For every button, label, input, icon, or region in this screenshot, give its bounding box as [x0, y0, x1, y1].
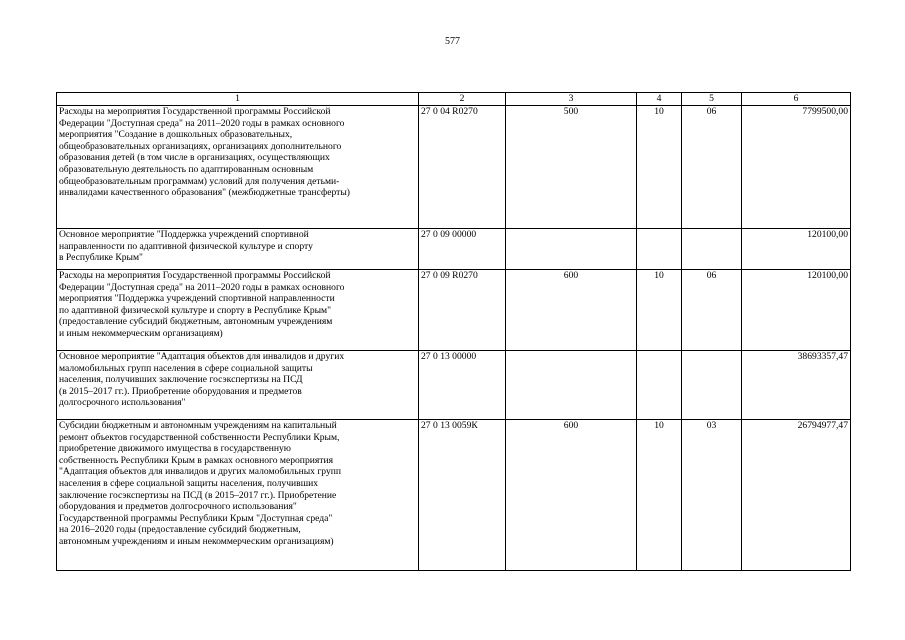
row-code: 27 0 13 00000 — [419, 351, 506, 420]
row-code: 27 0 09 R0270 — [419, 270, 506, 351]
row-code: 27 0 04 R0270 — [419, 106, 506, 229]
row-description: Расходы на мероприятия Государственной программы Российской Федерации "Доступная среда" на 2011–2020 годы в рамках основного мероприятия "Создание в дошкольных образовательных, общеобразовательных организациях, организациях дополнительного образования детей (в том числе в организациях, осуществляющих образовательную деятельность по адаптированным основным общеобразовательным программам) условий для получения детьми- инвалидами качественного образования" (межбюджетные трансферты) — [57, 106, 419, 229]
row-col3: 600 — [506, 270, 637, 351]
column-header-1: 1 — [57, 93, 419, 106]
table-row — [57, 229, 851, 270]
row-amount: 26794977,47 — [742, 420, 851, 571]
row-description: Основное мероприятие "Адаптация объектов для инвалидов и других маломобильных групп населения в сфере социальной защиты населения, получивших заключение госэкспертизы на ПСД (в 2015–2017 гг.). Приобретение оборудования и предметов долгосрочного использования" — [57, 351, 419, 420]
table-row — [57, 351, 851, 420]
row-col4: 10 — [637, 106, 682, 229]
page-number: 577 — [445, 36, 460, 47]
table-row — [57, 106, 851, 229]
row-amount: 7799500,00 — [742, 106, 851, 229]
row-col5: 03 — [682, 420, 742, 571]
row-amount: 38693357,47 — [742, 351, 851, 420]
budget-table — [56, 92, 851, 571]
row-col4: 10 — [637, 270, 682, 351]
column-header-2: 2 — [419, 93, 506, 106]
column-header-3: 3 — [506, 93, 637, 106]
column-header-6: 6 — [742, 93, 851, 106]
row-col4 — [637, 351, 682, 420]
row-amount: 120100,00 — [742, 270, 851, 351]
table-row — [57, 420, 851, 571]
row-code: 27 0 09 00000 — [419, 229, 506, 270]
row-col5: 06 — [682, 106, 742, 229]
row-col5 — [682, 229, 742, 270]
row-col3 — [506, 229, 637, 270]
row-col3: 600 — [506, 420, 637, 571]
row-code: 27 0 13 0059К — [419, 420, 506, 571]
column-header-4: 4 — [637, 93, 682, 106]
row-col5 — [682, 351, 742, 420]
row-col5: 06 — [682, 270, 742, 351]
row-col3: 500 — [506, 106, 637, 229]
column-header-5: 5 — [682, 93, 742, 106]
row-description: Расходы на мероприятия Государственной программы Российской Федерации "Доступная среда" на 2011–2020 годы в рамках основного мероприятия "Поддержка учреждений спортивной направленности по адаптивной физической культуре и спорту в Республике Крым" (предоставление субсидий бюджетным, автономным учреждениям и иным некоммерческим организациям) — [57, 270, 419, 351]
row-col4: 10 — [637, 420, 682, 571]
header-row — [57, 93, 851, 106]
row-description: Основное мероприятие "Поддержка учреждений спортивной направленности по адаптивной физической культуре и спорту в Республике Крым" — [57, 229, 419, 270]
table-row — [57, 270, 851, 351]
row-col4 — [637, 229, 682, 270]
row-description: Субсидии бюджетным и автономным учреждениям на капитальный ремонт объектов государственной собственности Республики Крым, приобретение движимого имущества в государственную собственность Республики Крым в рамках основного мероприятия "Адаптация объектов для инвалидов и других маломобильных групп населения в сфере социальной защиты населения, получивших заключение госэкспертизы на ПСД (в 2015–2017 гг.). Приобретение оборудования и предметов долгосрочного использования" Государственной программы Республики Крым "Доступная среда" на 2016–2020 годы (предоставление субсидий бюджетным, автономным учреждениям и иным некоммерческим организациям) — [57, 420, 419, 571]
row-col3 — [506, 351, 637, 420]
row-amount: 120100,00 — [742, 229, 851, 270]
